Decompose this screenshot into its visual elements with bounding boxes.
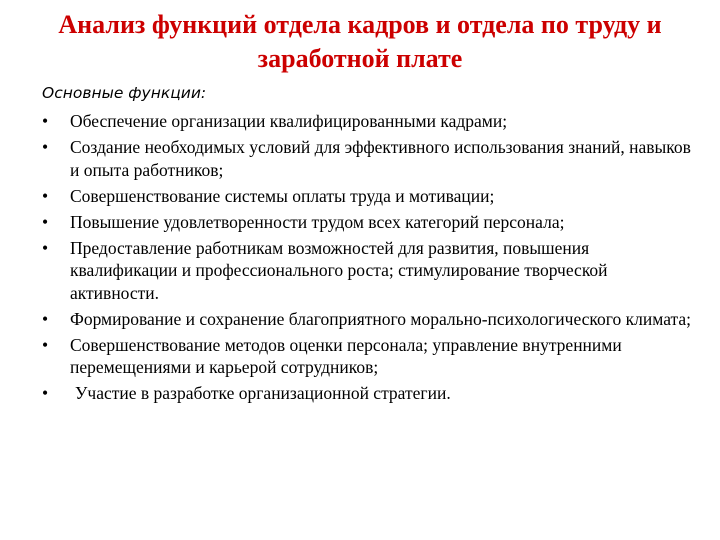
list-item bbox=[42, 237, 692, 305]
bullet-icon: • bbox=[42, 237, 49, 258]
list-item bbox=[42, 185, 692, 208]
bullet-icon: • bbox=[42, 383, 49, 403]
list-item bbox=[42, 308, 692, 331]
list-item bbox=[42, 334, 692, 379]
list-item-text: Участие в разработке организационной стратегии. bbox=[75, 383, 451, 403]
functions-subtitle: Основные функции: bbox=[42, 84, 207, 102]
list-item-text: Повышение удовлетворенности трудом всех категорий персонала; bbox=[70, 211, 565, 232]
list-item-text: Совершенствование методов оценки персонала; управление внутренними перемещениями и карьерой сотрудников; bbox=[70, 334, 622, 377]
list-item-text: Формирование и сохранение благоприятного морально-психологического климата; bbox=[70, 308, 692, 329]
list-item-text: Предоставление работникам возможностей для развития, повышения квалификации и профессионального роста; стимулирование творческой активности. bbox=[70, 237, 608, 303]
list-item bbox=[42, 211, 692, 234]
list-item bbox=[42, 382, 692, 405]
bullet-icon: • bbox=[42, 111, 49, 131]
list-item bbox=[42, 136, 692, 181]
bullet-icon: • bbox=[42, 334, 49, 355]
list-item-text: Совершенствование системы оплаты труда и мотивации; bbox=[70, 185, 495, 206]
list-item-text: Обеспечение организации квалифицированными кадрами; bbox=[70, 111, 508, 131]
bullet-icon: • bbox=[42, 308, 49, 329]
bullet-icon: • bbox=[42, 185, 49, 206]
slide-title: Анализ функций отдела кадров и отдела по труду и заработной плате bbox=[58, 10, 662, 73]
list-item-text: Создание необходимых условий для эффективного использования знаний, навыков и опыта работников; bbox=[70, 137, 691, 180]
bullet-icon: • bbox=[42, 137, 49, 157]
functions-list bbox=[42, 110, 692, 408]
bullet-icon: • bbox=[42, 211, 49, 232]
list-item bbox=[42, 110, 692, 133]
